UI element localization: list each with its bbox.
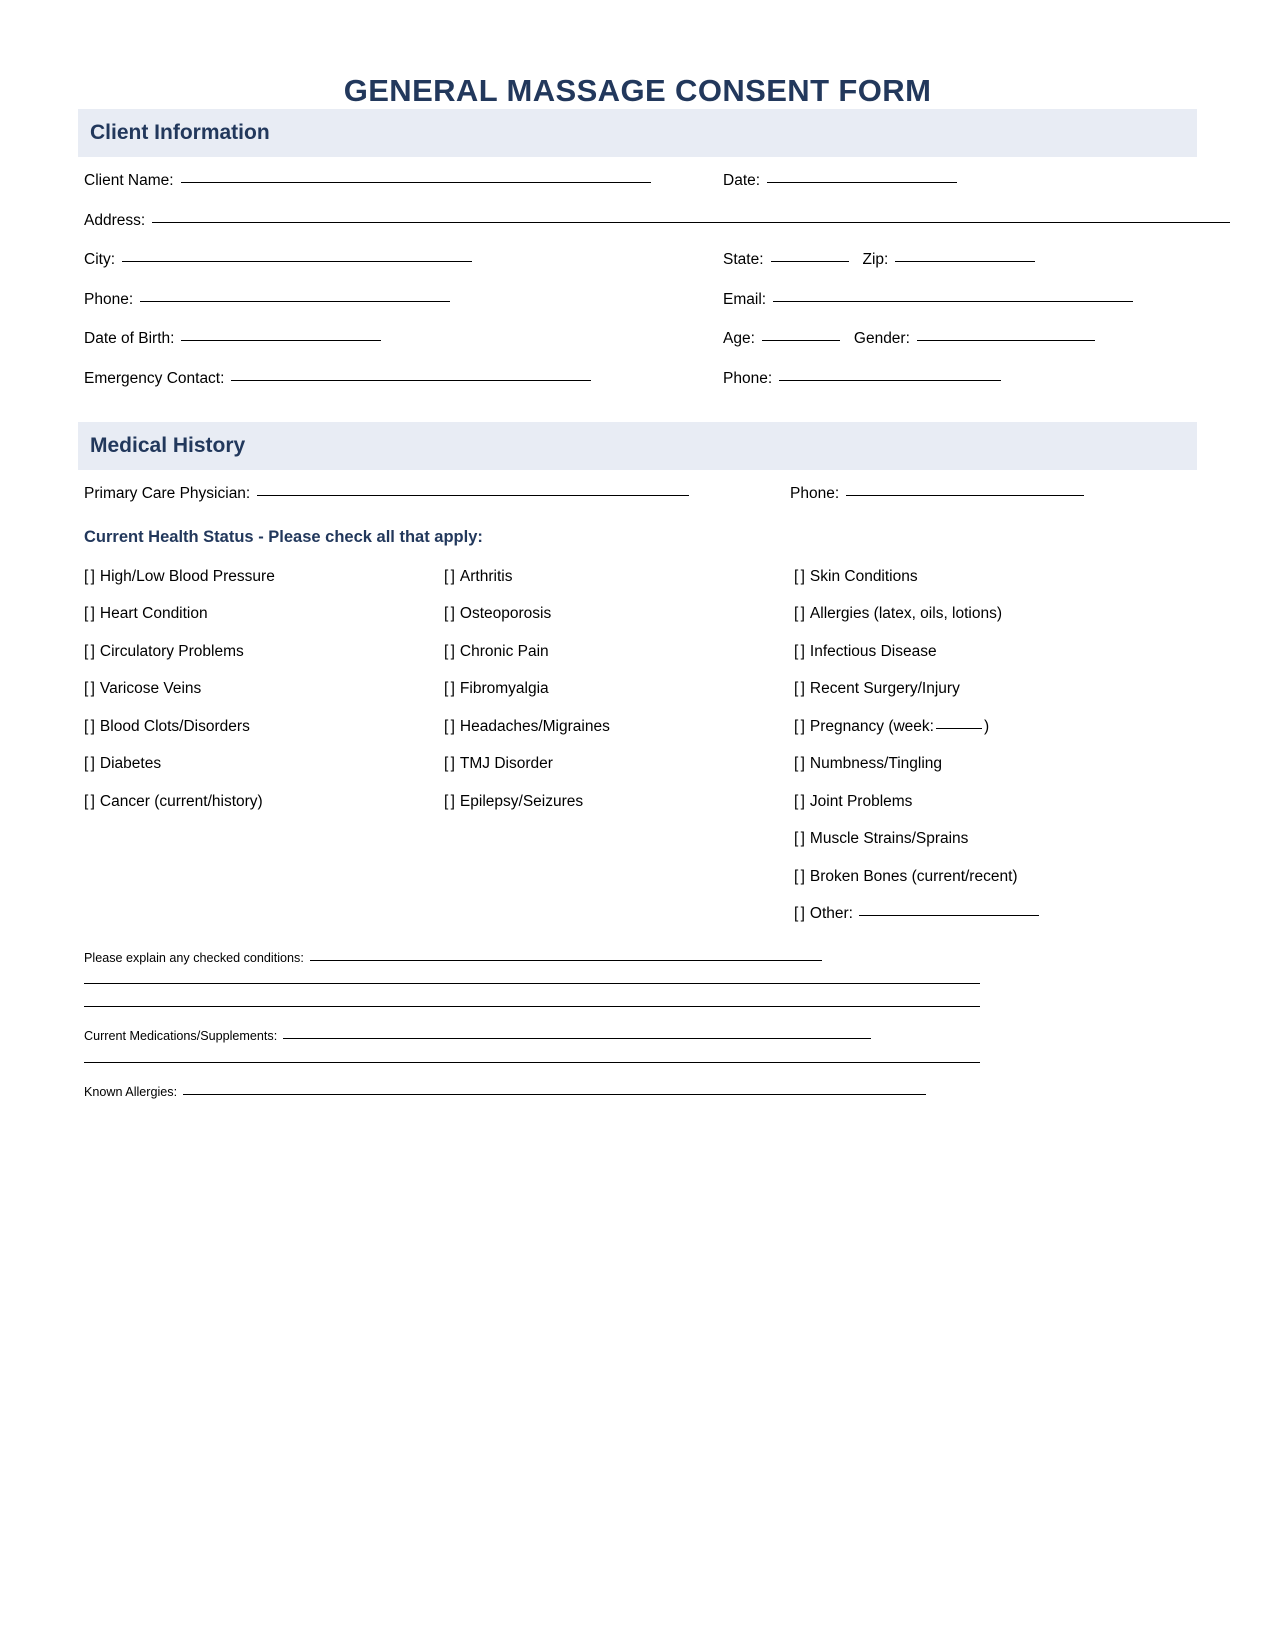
label-client-name: Client Name:	[84, 172, 174, 190]
checkbox-item[interactable]	[794, 756, 1194, 772]
checkbox-item[interactable]	[794, 606, 1194, 622]
label-physician-phone: Phone:	[790, 485, 840, 503]
checkbox-label: Osteoporosis	[459, 605, 552, 623]
checkbox-label: Muscle Strains/Sprains	[809, 830, 969, 848]
field-primary-care-physician	[78, 486, 790, 502]
checkbox-label: Epilepsy/Seizures	[459, 792, 584, 810]
checkbox-item[interactable]	[84, 569, 444, 585]
checkbox-label: Varicose Veins	[99, 680, 202, 698]
checkbox-item[interactable]	[444, 606, 794, 622]
checkbox-icon[interactable]: [ ]	[84, 567, 94, 585]
input-primary-care-physician[interactable]	[257, 495, 689, 496]
health-status-checkbox-grid	[78, 569, 1197, 944]
input-gender[interactable]	[917, 340, 1095, 341]
row-current-medications	[84, 1030, 1197, 1043]
label-date: Date:	[723, 172, 761, 190]
input-email[interactable]	[773, 301, 1133, 302]
checkbox-item[interactable]	[444, 756, 794, 772]
checkbox-label-pregnancy-prefix: Pregnancy (week:	[809, 717, 934, 735]
field-client-name	[78, 173, 723, 189]
checkbox-item[interactable]	[794, 794, 1194, 810]
checkbox-item[interactable]	[794, 831, 1194, 847]
checkbox-column-2	[444, 569, 794, 944]
input-client-name[interactable]	[181, 182, 651, 183]
field-date	[723, 173, 1197, 189]
checkbox-label: Broken Bones (current/recent)	[809, 867, 1018, 885]
checkbox-icon[interactable]: [ ]	[444, 567, 454, 585]
row-primary-care-physician	[78, 486, 1197, 502]
checkbox-icon[interactable]: [ ]	[794, 792, 804, 810]
input-city[interactable]	[122, 261, 472, 262]
field-physician-phone	[790, 486, 1197, 502]
label-explain-conditions: Please explain any checked conditions:	[84, 950, 304, 965]
field-date-of-birth	[78, 331, 723, 347]
checkbox-icon[interactable]: [ ]	[794, 905, 804, 923]
row-emergency-contact	[78, 371, 1197, 387]
input-physician-phone[interactable]	[846, 495, 1084, 496]
input-explain-conditions-line-2[interactable]	[84, 983, 980, 984]
label-known-allergies: Known Allergies:	[84, 1084, 178, 1099]
checkbox-icon[interactable]: [ ]	[444, 680, 454, 698]
input-current-medications-line-2[interactable]	[84, 1062, 980, 1063]
row-explain-conditions	[84, 952, 1197, 965]
checkbox-item[interactable]	[444, 681, 794, 697]
checkbox-icon[interactable]: [ ]	[84, 680, 94, 698]
checkbox-label-pregnancy-suffix: )	[983, 717, 990, 735]
checkbox-icon[interactable]: [ ]	[84, 605, 94, 623]
checkbox-label-other: Other:	[809, 905, 853, 923]
form-content	[78, 0, 1197, 1118]
checkbox-item[interactable]	[84, 756, 444, 772]
checkbox-icon[interactable]: [ ]	[444, 755, 454, 773]
checkbox-label: TMJ Disorder	[459, 755, 553, 773]
section-title-medical-history: Medical History	[90, 434, 246, 458]
checkbox-label: Cancer (current/history)	[99, 792, 263, 810]
input-address[interactable]	[152, 222, 1230, 223]
input-explain-conditions-line-3[interactable]	[84, 1006, 980, 1007]
input-date[interactable]	[767, 182, 957, 183]
checkbox-item[interactable]	[444, 569, 794, 585]
checkbox-label: Headaches/Migraines	[459, 717, 610, 735]
label-zip: Zip:	[862, 251, 889, 269]
field-emergency-phone	[723, 371, 1197, 387]
label-address: Address:	[84, 211, 146, 229]
checkbox-item[interactable]	[84, 606, 444, 622]
checkbox-item[interactable]	[84, 681, 444, 697]
row-explain-conditions-line-2	[84, 984, 1197, 985]
checkbox-label: Chronic Pain	[459, 642, 549, 660]
input-other-condition[interactable]	[859, 915, 1039, 916]
field-state-zip	[723, 252, 1197, 268]
checkbox-icon[interactable]: [ ]	[794, 755, 804, 773]
field-email	[723, 292, 1197, 308]
row-client-name-date	[78, 173, 1197, 189]
label-age: Age:	[723, 330, 755, 348]
section-header-client-information	[78, 109, 1197, 157]
checkbox-label: Arthritis	[459, 567, 513, 585]
checkbox-item[interactable]	[794, 869, 1194, 885]
input-current-medications[interactable]	[283, 1038, 871, 1039]
label-current-medications: Current Medications/Supplements:	[84, 1029, 278, 1044]
section-title-client-information: Client Information	[90, 121, 270, 145]
checkbox-item[interactable]	[794, 644, 1194, 660]
input-age[interactable]	[762, 340, 840, 341]
checkbox-column-3	[794, 569, 1194, 944]
checkbox-icon[interactable]: [ ]	[794, 680, 804, 698]
checkbox-icon[interactable]: [ ]	[84, 717, 94, 735]
checkbox-label: Skin Conditions	[809, 567, 918, 585]
input-explain-conditions[interactable]	[310, 960, 822, 961]
label-emergency-phone: Phone:	[723, 369, 773, 387]
label-primary-care-physician: Primary Care Physician:	[84, 485, 251, 503]
checkbox-item[interactable]	[84, 719, 444, 735]
row-current-medications-line-2	[84, 1063, 1197, 1064]
input-emergency-contact[interactable]	[231, 380, 591, 381]
checkbox-label: Infectious Disease	[809, 642, 937, 660]
checkbox-icon[interactable]: [ ]	[794, 717, 804, 735]
health-status-heading: Current Health Status - Please check all that apply:	[84, 527, 483, 546]
checkbox-item[interactable]	[794, 569, 1194, 585]
checkbox-label: Fibromyalgia	[459, 680, 549, 698]
input-zip[interactable]	[895, 261, 1035, 262]
checkbox-label: Circulatory Problems	[99, 642, 244, 660]
checkbox-label: Numbness/Tingling	[809, 755, 943, 773]
field-address	[78, 213, 1230, 229]
field-emergency-contact	[78, 371, 723, 387]
checkbox-item[interactable]	[444, 794, 794, 810]
row-explain-conditions-line-3	[84, 1007, 1197, 1008]
label-email: Email:	[723, 290, 767, 308]
page-title: GENERAL MASSAGE CONSENT FORM	[343, 73, 932, 108]
checkbox-icon[interactable]: [ ]	[444, 717, 454, 735]
checkbox-item[interactable]	[794, 681, 1194, 697]
field-city	[78, 252, 723, 268]
label-gender: Gender:	[853, 330, 910, 348]
label-city: City:	[84, 251, 115, 269]
label-state: State:	[723, 251, 764, 269]
row-phone-email	[78, 292, 1197, 308]
medical-history-fields	[78, 470, 1197, 502]
client-information-fields	[78, 157, 1197, 386]
checkbox-label: Recent Surgery/Injury	[809, 680, 960, 698]
checkbox-item[interactable]	[444, 719, 794, 735]
checkbox-icon[interactable]: [ ]	[84, 755, 94, 773]
label-phone: Phone:	[84, 290, 134, 308]
input-date-of-birth[interactable]	[181, 340, 381, 341]
row-dob-age-gender	[78, 331, 1197, 347]
medical-history-notes	[78, 952, 1197, 1099]
checkbox-label: Diabetes	[99, 755, 162, 773]
input-emergency-phone[interactable]	[779, 380, 1001, 381]
section-header-medical-history	[78, 422, 1197, 470]
field-age-gender	[723, 331, 1197, 347]
checkbox-column-1	[84, 569, 444, 944]
checkbox-icon[interactable]: [ ]	[794, 642, 804, 660]
checkbox-icon[interactable]: [ ]	[444, 605, 454, 623]
row-city-state-zip	[78, 252, 1197, 268]
checkbox-item[interactable]	[444, 644, 794, 660]
checkbox-icon[interactable]: [ ]	[444, 792, 454, 810]
label-emergency-contact: Emergency Contact:	[84, 369, 225, 387]
checkbox-icon[interactable]: [ ]	[794, 605, 804, 623]
checkbox-label: Blood Clots/Disorders	[99, 717, 250, 735]
checkbox-label: Joint Problems	[809, 792, 913, 810]
checkbox-item-pregnancy[interactable]	[794, 719, 1194, 735]
row-known-allergies	[84, 1086, 1197, 1099]
checkbox-icon[interactable]: [ ]	[444, 642, 454, 660]
checkbox-item[interactable]	[84, 794, 444, 810]
checkbox-item-other[interactable]	[794, 906, 1194, 922]
checkbox-icon[interactable]: [ ]	[84, 642, 94, 660]
input-known-allergies[interactable]	[183, 1094, 926, 1095]
input-state[interactable]	[771, 261, 849, 262]
checkbox-label: Heart Condition	[99, 605, 208, 623]
checkbox-icon[interactable]: [ ]	[794, 567, 804, 585]
field-phone	[78, 292, 723, 308]
label-date-of-birth: Date of Birth:	[84, 330, 175, 348]
input-phone[interactable]	[140, 301, 450, 302]
row-address	[78, 213, 1197, 229]
checkbox-label: High/Low Blood Pressure	[99, 567, 275, 585]
input-pregnancy-week[interactable]	[936, 728, 982, 729]
checkbox-icon[interactable]: [ ]	[794, 830, 804, 848]
checkbox-icon[interactable]: [ ]	[794, 867, 804, 885]
checkbox-label: Allergies (latex, oils, lotions)	[809, 605, 1003, 623]
checkbox-item[interactable]	[84, 644, 444, 660]
checkbox-icon[interactable]: [ ]	[84, 792, 94, 810]
